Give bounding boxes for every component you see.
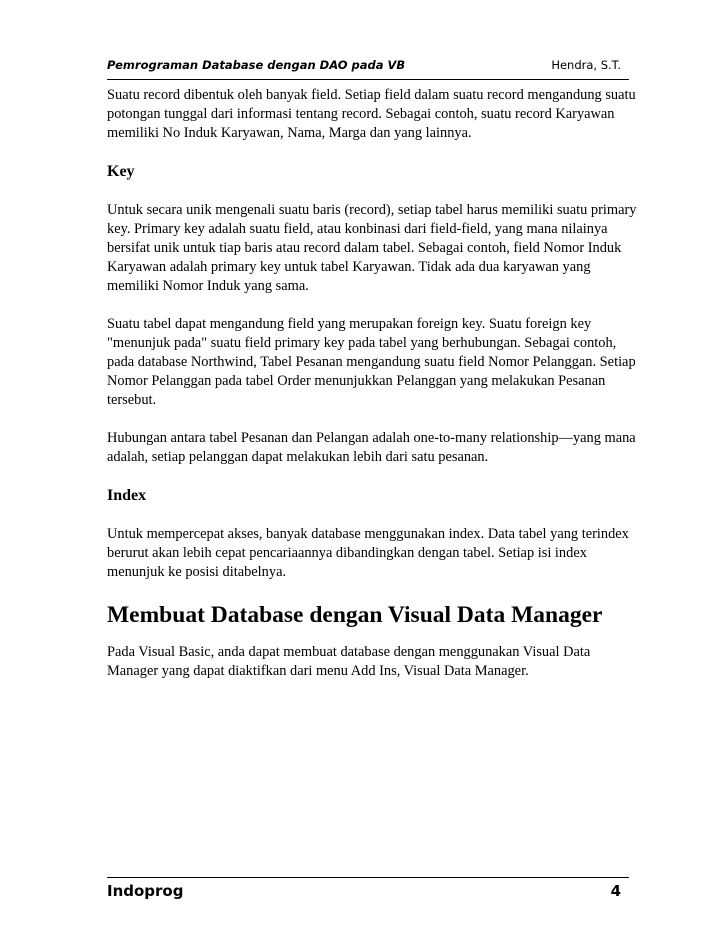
key-paragraph-3: Hubungan antara tabel Pesanan dan Pelangan adalah one-to-many relationship—yang mana adalah, setiap pelanggan dapat melakukan lebih dari satu pesanan. — [107, 430, 636, 465]
header-divider — [107, 79, 629, 80]
page-header — [107, 56, 629, 76]
footer-publisher: Indoprog — [107, 882, 184, 900]
header-author: Hendra, S.T. — [551, 58, 621, 72]
section-paragraph: Pada Visual Basic, anda dapat membuat database dengan menggunakan Visual Data Manager yang dapat diaktifkan dari menu Add Ins, Visual Data Manager. — [107, 644, 591, 679]
index-heading: Index — [107, 487, 147, 504]
header-title: Pemrograman Database dengan DAO pada VB — [107, 58, 406, 72]
page-number: 4 — [610, 882, 621, 900]
intro-paragraph: Suatu record dibentuk oleh banyak field. Setiap field dalam suatu record mengandung suatu potongan tunggal dari informasi tentang record. Sebagai contoh, suatu record Karyawan memiliki No Induk Karyawan, Nama, Marga dan yang lainnya. — [107, 87, 636, 141]
key-paragraph-2: Suatu tabel dapat mengandung field yang merupakan foreign key. Suatu foreign key "menunjuk pada" suatu field primary key pada tabel yang berhubungan. Sebagai contoh, pada database Northwind, Tabel Pesanan mengandung suatu field Nomor Pelanggan. Setiap Nomor Pelanggan pada tabel Order menunjukkan Pelanggan yang melakukan Pesanan tersebut. — [107, 316, 636, 408]
key-paragraph-1: Untuk secara unik mengenali suatu baris (record), setiap tabel harus memiliki suatu primary key. Primary key adalah suatu field, atau konbinasi dari field-field, yang mana nilainya bersifat unik untuk tiap baris atau record dalam tabel. Sebagai contoh, field Nomor Induk Karyawan adalah primary key untuk tabel Karyawan. Tidak ada dua karyawan yang memiliki Nomor Induk yang sama. — [107, 202, 637, 294]
key-heading: Key — [107, 163, 135, 180]
index-paragraph: Untuk mempercepat akses, banyak database menggunakan index. Data tabel yang terindex berurut akan lebih cepat pencariaannya dibandingkan dengan tabel. Setiap isi index menunjuk ke posisi ditabelnya. — [107, 526, 629, 580]
section-heading: Membuat Database dengan Visual Data Manager — [107, 602, 603, 628]
page-body — [107, 86, 637, 700]
footer-divider — [107, 877, 629, 878]
